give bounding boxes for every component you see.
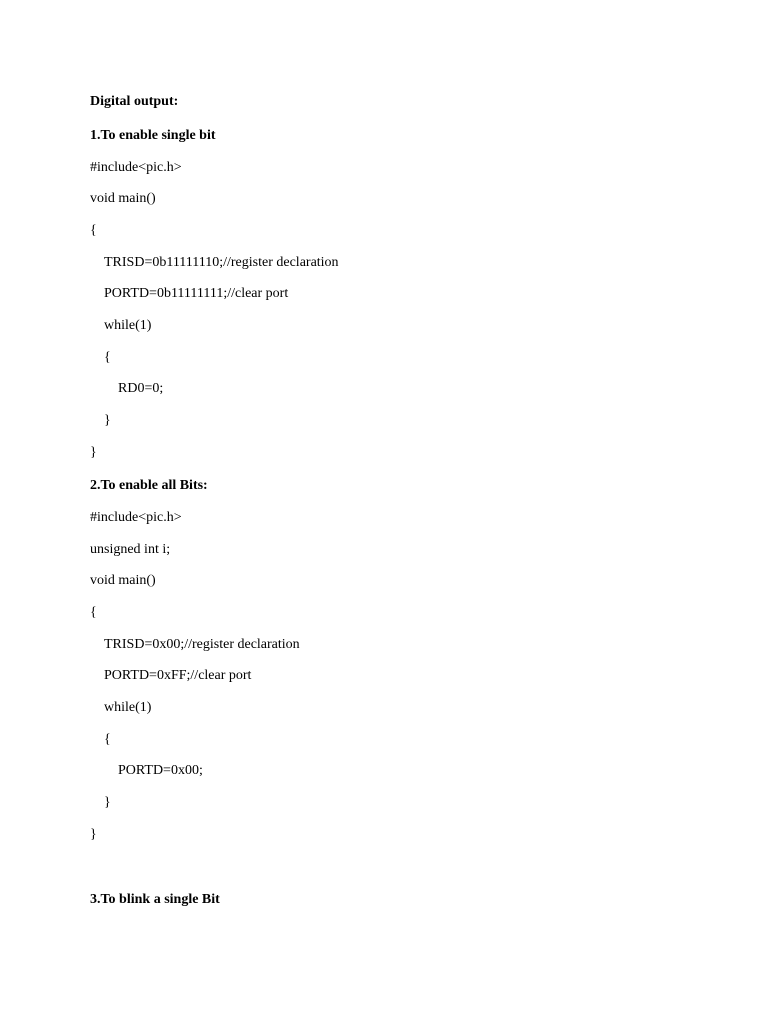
document-heading: Digital output: [90,94,179,109]
code-line: { [104,732,111,747]
code-line: #include<pic.h> [90,160,182,175]
code-line: { [104,350,111,365]
code-line: PORTD=0b11111111;//clear port [104,286,289,301]
code-line: TRISD=0x00;//register declaration [104,637,300,652]
section-3-title: 3.To blink a single Bit [90,892,220,907]
section-2-title: 2.To enable all Bits: [90,478,208,493]
code-line: PORTD=0x00; [118,763,203,778]
code-line: } [104,795,111,810]
code-line: PORTD=0xFF;//clear port [104,668,252,683]
code-line: } [90,445,97,460]
code-line: #include<pic.h> [90,510,182,525]
code-line: while(1) [104,700,152,715]
code-line: void main() [90,191,156,206]
code-line: TRISD=0b11111110;//register declaration [104,255,339,270]
code-line: void main() [90,573,156,588]
code-line: while(1) [104,318,152,333]
code-line: } [104,413,111,428]
section-1-title: 1.To enable single bit [90,128,216,143]
code-line: unsigned int i; [90,542,171,557]
code-line: { [90,605,97,620]
code-line: RD0=0; [118,381,164,396]
code-line: { [90,223,97,238]
code-line: } [90,827,97,842]
